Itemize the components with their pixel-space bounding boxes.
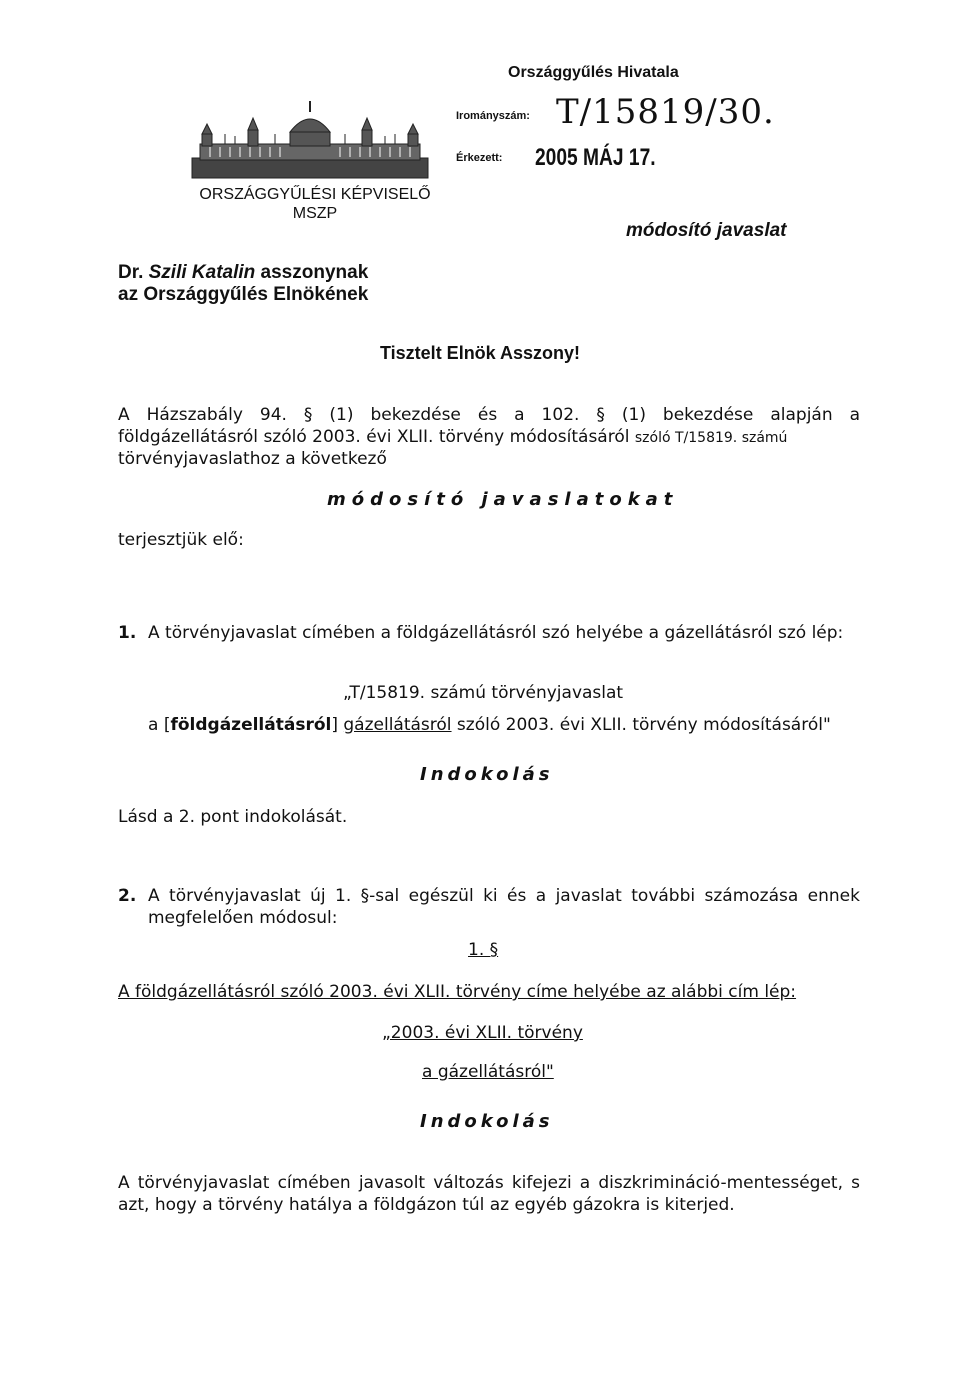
addressee-line2: az Országgyűlés Elnökének [118, 284, 369, 305]
item2-new-title2: a gázellátásról" [422, 1062, 554, 1082]
intro-line2-a: földgázellátásról szóló 2003. évi XLII. törvény módosításáról [118, 427, 630, 447]
office-line2: MSZP [292, 205, 338, 222]
intro-line2 [118, 427, 787, 447]
item1-number: 1. [118, 623, 137, 643]
salutation: Tisztelt Elnök Asszony! [380, 343, 581, 363]
quote-inserted-word: gázellátásról [343, 715, 452, 735]
item2-section: 1. § [468, 940, 499, 960]
item2-number: 2. [118, 886, 137, 906]
item1-quote-line1: „T/15819. számú törvényjavaslat [343, 683, 624, 703]
stamp-erkezett-label: Érkezett: [456, 152, 503, 164]
addressee-prefix: Dr. [118, 262, 149, 283]
intro-line3: törvényjavaslathoz a következő [118, 449, 387, 469]
office-line1: ORSZÁGGYŰLÉSI KÉPVISELŐ [199, 186, 431, 203]
item2-text-line2: megfelelően módosul: [148, 908, 338, 928]
item1-reason-text: Lásd a 2. pont indokolását. [118, 807, 348, 827]
item1-text: A törvényjavaslat címében a földgázellátásról szó helyébe a gázellátásról szó lép: [148, 623, 844, 643]
addressee-line1 [118, 262, 368, 284]
item2-reason-line1: A törvényjavaslat címében javasolt változás kifejezi a diszkrimináció-mentességet, s [118, 1173, 860, 1193]
item2-text-line1: A törvényjavaslat új 1. §-sal egészül ki és a javaslat további számozása ennek [148, 886, 860, 906]
addressee-suffix: asszonynak [255, 262, 369, 283]
proposals-heading: módosító javaslatokat [327, 489, 679, 510]
addressee-name: Szili Katalin [148, 262, 256, 283]
intro-line4: terjesztjük elő: [118, 530, 244, 550]
item2-reason-heading: Indokolás [420, 1111, 554, 1132]
quote-deleted-word: földgázellátásról [170, 715, 332, 735]
item2-reason-line2: azt, hogy a törvény hatálya a földgázon túl az egyéb gázokra is kiterjed. [118, 1195, 735, 1215]
stamp-erkezett-value: 2005 MÁJ 17. [535, 144, 656, 171]
quote-rest: szóló 2003. évi XLII. törvény módosításáról" [451, 715, 831, 735]
intro-line1: A Házszabály 94. § (1) bekezdése és a 102. § (1) bekezdése alapján a [118, 405, 860, 425]
intro-line2-b: szóló T/15819. számú [634, 430, 788, 446]
quote-bracket-close: ] [331, 715, 344, 735]
item2-title-line: A földgázellátásról szóló 2003. évi XLII. törvény címe helyébe az alábbi cím lép: [118, 982, 797, 1002]
stamp-irom-value: T/15819/30. [556, 92, 775, 132]
stamp-title: Országgyűlés Hivatala [508, 64, 679, 81]
parliament-logo [190, 100, 430, 180]
item2-new-title1: „2003. évi XLII. törvény [382, 1023, 583, 1043]
item1-quote-line2 [148, 715, 831, 735]
stamp-irom-label: Irományszám: [456, 110, 530, 122]
quote-bracket-open: a [ [148, 715, 171, 735]
doc-type: módosító javaslat [626, 220, 787, 241]
item1-reason-heading: Indokolás [420, 764, 554, 785]
